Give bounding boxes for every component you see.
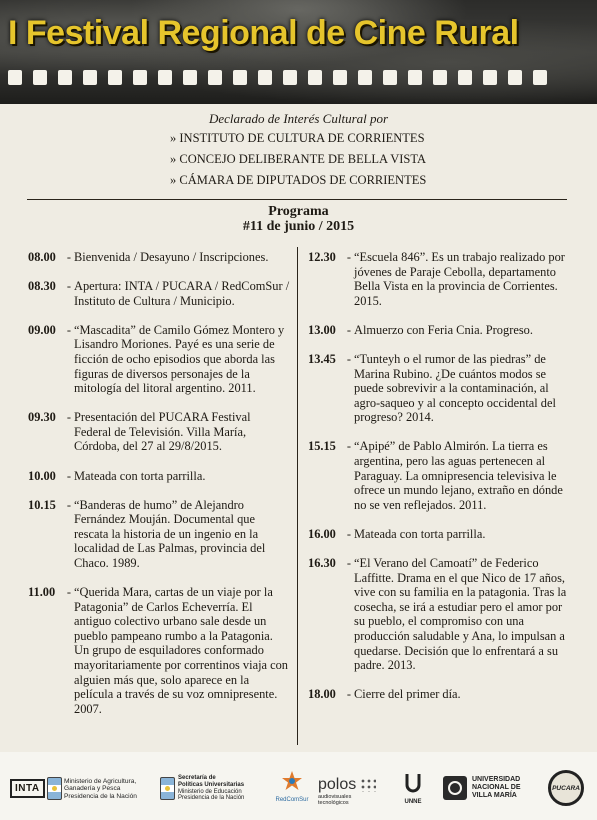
schedule-time: 16.30 [308, 556, 336, 570]
film-hole [458, 70, 472, 85]
film-hole [208, 70, 222, 85]
min-edu-line: Políticas Universitarias [178, 781, 245, 788]
header-banner [0, 0, 597, 104]
univ-villa-maria-logo [472, 776, 542, 800]
schedule-entry [308, 527, 570, 542]
schedule-time: 10.15 [28, 497, 56, 512]
min-agri-logo [64, 778, 154, 800]
institution-item: » INSTITUTO DE CULTURA DE CORRIENTES [170, 131, 425, 145]
sponsor-footer [0, 752, 597, 820]
schedule-entry [308, 556, 570, 673]
film-hole [83, 70, 97, 85]
unne-logo [399, 772, 427, 806]
schedule-description: “Apipé” de Pablo Almirón. La tierra es argentina, pero las aguas pertenecen al Paraguay. La omnipresencia televisiva le ofrece un mundo lejano, extraño en dónde no se ven reflejados. 2011. [354, 439, 563, 512]
schedule-time: 08.30 [28, 279, 56, 294]
schedule-entry [28, 410, 290, 454]
schedule-description: Cierre del primer día. [354, 687, 461, 702]
schedule-time: 09.00 [28, 322, 56, 337]
polos-sub-line: tecnológicos [318, 800, 349, 806]
schedule-dash: - [346, 556, 352, 570]
polos-dots-icon [360, 778, 376, 792]
film-hole [258, 70, 272, 85]
film-hole [333, 70, 347, 85]
film-hole [408, 70, 422, 85]
redcomsur-logo [272, 770, 312, 804]
schedule-entry [28, 585, 290, 716]
schedule-dash: - [346, 322, 352, 337]
schedule-dash: - [66, 279, 72, 294]
schedule-entry [28, 250, 290, 265]
schedule-dash: - [346, 351, 352, 366]
film-strip [0, 67, 597, 89]
institutions-list [170, 128, 550, 191]
film-hole [183, 70, 197, 85]
schedule-entry [308, 439, 570, 512]
pucara-logo [548, 770, 584, 806]
program-date: #11 de junio / 2015 [242, 219, 355, 234]
schedule-dash: - [346, 526, 352, 541]
film-hole [533, 70, 547, 85]
univ-line: NACIONAL DE [472, 784, 521, 791]
schedule-dash: - [66, 322, 72, 337]
film-hole [233, 70, 247, 85]
schedule-description: “Querida Mara, cartas de un viaje por la Patagonia” de Carlos Echeverría. El antiguo colectivo urbano sale desde un pueblo pampeano rumbo a la Patagonia. Un grupo de esquiladores conformado mayoritariamente por correntinos viaja con alguien más que, solo aparece en la película a través de su voz omnipresente. 2007. [74, 585, 288, 716]
program-title: Programa [268, 204, 329, 219]
schedule-description: Mateada con torta parrilla. [74, 468, 206, 483]
schedule-description: “Banderas de humo” de Alejandro Fernández Mouján. Documental que rescata la historia de un ingenio en la localidad de Las Palmas, provincia del Chaco. 1989. [74, 497, 266, 570]
schedule-dash: - [346, 250, 352, 264]
schedule-description: “Mascadita” de Camilo Gómez Montero y Lisandro Moriones. Payé es una serie de ficción de ocho episodios que aborda las figuras de diversos personajes de la mitología del litoral argentino. 2011. [74, 322, 285, 396]
schedule-time: 18.00 [308, 687, 336, 702]
schedule-time: 13.00 [308, 322, 336, 337]
schedule-entry [308, 250, 570, 308]
schedule-description: “Tunteyh o el rumor de las piedras” de Marina Rubino. ¿De cuántos modos se puede sobrevivir a la contaminación, al agro-saqueo y al concepto occidental del progreso? 2014. [354, 351, 556, 425]
redcomsur-text: RedComSur [275, 797, 309, 803]
institution-item: » CONCEJO DELIBERANTE DE BELLA VISTA [170, 152, 427, 166]
min-edu-logo [178, 775, 268, 802]
min-agri-line: Ganadería y Pesca [64, 785, 121, 793]
institution-item: » CÁMARA DE DIPUTADOS DE CORRIENTES [170, 173, 427, 187]
schedule-time: 08.00 [28, 250, 56, 264]
redcomsur-star-icon [280, 770, 304, 792]
schedule-entry [28, 498, 290, 571]
univ-line: UNIVERSIDAD [472, 776, 521, 783]
film-hole [483, 70, 497, 85]
schedule-time: 15.15 [308, 439, 336, 454]
film-hole [33, 70, 47, 85]
min-agri-line: Ministerio de Agricultura, [64, 778, 137, 785]
schedule-entry [28, 323, 290, 396]
schedule-entry [28, 279, 290, 308]
schedule-time: 09.30 [28, 410, 56, 425]
film-hole [308, 70, 322, 85]
schedule-time: 11.00 [28, 585, 56, 600]
schedule-time: 12.30 [308, 250, 336, 264]
schedule-time: 10.00 [28, 468, 56, 483]
min-agri-line: Presidencia de la Nación [64, 792, 137, 800]
schedule-left-column [28, 250, 290, 731]
schedule-description: Bienvenida / Desayuno / Inscripciones. [74, 250, 269, 264]
polos-logo [318, 776, 386, 806]
column-divider [297, 247, 298, 745]
schedule-entry [28, 469, 290, 484]
schedule-dash: - [66, 250, 72, 264]
declared-label: Declarado de Interés Cultural por [208, 111, 389, 126]
pucara-text: PUCARA [552, 784, 580, 792]
schedule-description: Mateada con torta parrilla. [354, 526, 486, 541]
divider-rule [27, 199, 567, 200]
min-edu-line: Presidencia de la Nación [178, 795, 245, 802]
film-hole [108, 70, 122, 85]
schedule-entry [308, 687, 570, 702]
schedule-time: 13.45 [308, 351, 336, 366]
unne-text: UNNE [404, 799, 422, 805]
argentina-shield-icon [160, 777, 175, 800]
film-hole [158, 70, 172, 85]
film-hole [433, 70, 447, 85]
min-edu-line: Secretaría de [178, 775, 216, 781]
festival-title: I Festival Regional de Cine Rural [8, 14, 519, 52]
polos-text: polos [318, 776, 357, 793]
schedule-dash: - [66, 468, 72, 483]
film-hole [283, 70, 297, 85]
inta-logo [10, 778, 45, 796]
inta-logo-text: INTA [10, 779, 45, 798]
schedule-description: Apertura: INTA / PUCARA / RedComSur / Instituto de Cultura / Municipio. [74, 279, 290, 308]
film-hole [133, 70, 147, 85]
univ-seal-icon [443, 776, 467, 800]
film-hole [58, 70, 72, 85]
schedule-description: Presentación del PUCARA Festival Federal de Televisión. Villa María, Córdoba, del 27 al 29/8/2015. [74, 410, 251, 454]
schedule-entry [308, 323, 570, 338]
schedule-description: Almuerzo con Feria Cnia. Progreso. [354, 322, 533, 337]
min-edu-line: Ministerio de Educación [178, 788, 242, 795]
schedule-dash: - [66, 410, 72, 425]
schedule-description: “Escuela 846”. Es un trabajo realizado por jóvenes de Paraje Cebolla, departamento Bella Vista en la provincia de Corrientes. 2015. [354, 250, 565, 308]
schedule-dash: - [346, 687, 352, 702]
film-hole [383, 70, 397, 85]
schedule-dash: - [66, 497, 72, 512]
unne-u-icon [404, 772, 422, 794]
film-hole [8, 70, 22, 85]
polos-sub-line: audiovisuales [318, 794, 352, 800]
film-hole [358, 70, 372, 85]
schedule-description: “El Verano del Camoatí” de Federico Laffitte. Drama en el que Nico de 17 años, vive con su familia en la patagonia. Tras la cosecha, se irá a estudiar pero el amor por su pueblo, el compromiso con una producción saludable y Ana, lo impulsan a quedarse. Decisión que lo enfrentará a su padre. 2013. [354, 556, 567, 673]
schedule-right-column [308, 250, 570, 716]
univ-line: VILLA MARÍA [472, 792, 517, 799]
schedule-dash: - [346, 439, 352, 454]
film-hole [508, 70, 522, 85]
schedule-dash: - [66, 585, 72, 600]
schedule-time: 16.00 [308, 526, 336, 541]
schedule-entry [308, 352, 570, 425]
argentina-shield-icon [47, 777, 62, 800]
